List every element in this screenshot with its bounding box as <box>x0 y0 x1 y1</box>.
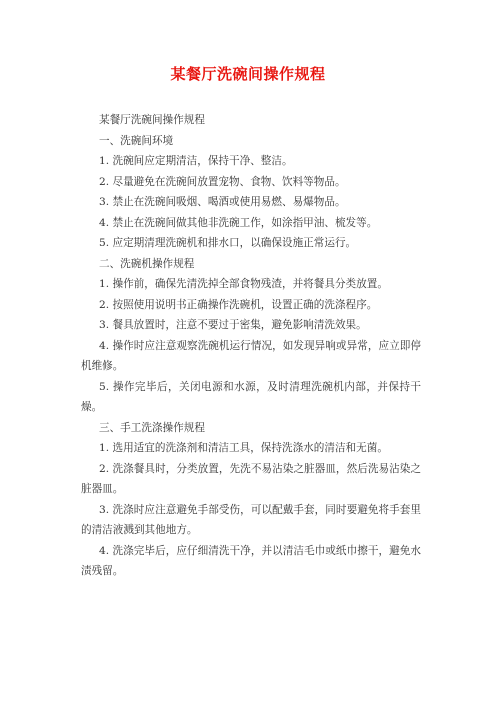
list-item: 2. 按照使用说明书正确操作洗碗机，设置正确的洗涤程序。 <box>99 298 378 311</box>
list-item: 1. 洗碗间应定期清洁，保持干净、整洁。 <box>99 155 293 167</box>
list-item: 1. 操作前，确保先清洗掉全部食物残渣，并将餐具分类放置。 <box>99 278 388 290</box>
list-item: 3. 洗涤时应注意避免手部受伤，可以配戴手套，同时要避免将手套里的清洁液溅到其他地方。 <box>81 503 421 536</box>
list-item: 5. 应定期清理洗碗机和排水口，以确保设施正常运行。 <box>99 237 357 249</box>
list-item: 3. 禁止在洗碗间吸烟、喝酒或使用易燃、易爆物品。 <box>99 196 346 208</box>
list-item: 3. 餐具放置时，注意不要过于密集，避免影响清洗效果。 <box>99 319 367 331</box>
document-body <box>81 110 421 582</box>
list-item: 4. 洗涤完毕后，应仔细清洗干净，并以清洁毛巾或纸巾擦干，避免水渍残留。 <box>81 544 421 577</box>
document-title: 某餐厅洗碗间操作规程 <box>170 65 326 83</box>
doc-heading: 某餐厅洗碗间操作规程 <box>99 114 205 126</box>
list-item: 5. 操作完毕后，关闭电源和水源，及时清理洗碗机内部，并保持干燥。 <box>81 380 421 413</box>
list-item: 4. 禁止在洗碗间做其他非洗碗工作，如涂指甲油、梳发等。 <box>99 216 378 229</box>
list-item: 1. 选用适宜的洗涤剂和清洁工具，保持洗涤水的清洁和无菌。 <box>99 442 388 454</box>
list-item: 2. 尽量避免在洗碗间放置宠物、食物、饮料等物品。 <box>99 175 346 188</box>
list-item: 4. 操作时应注意观察洗碗机运行情况，如发现异响或异常，应立即停机维修。 <box>81 339 421 372</box>
section-heading-manual-washing: 三、手工洗涤操作规程 <box>99 421 205 434</box>
list-item: 2. 洗涤餐具时，分类放置，先洗不易沾染之脏器皿，然后洗易沾染之脏器皿。 <box>81 462 421 495</box>
section-heading-environment: 一、洗碗间环境 <box>99 134 174 147</box>
section-heading-dishwasher: 二、洗碗机操作规程 <box>99 257 195 270</box>
